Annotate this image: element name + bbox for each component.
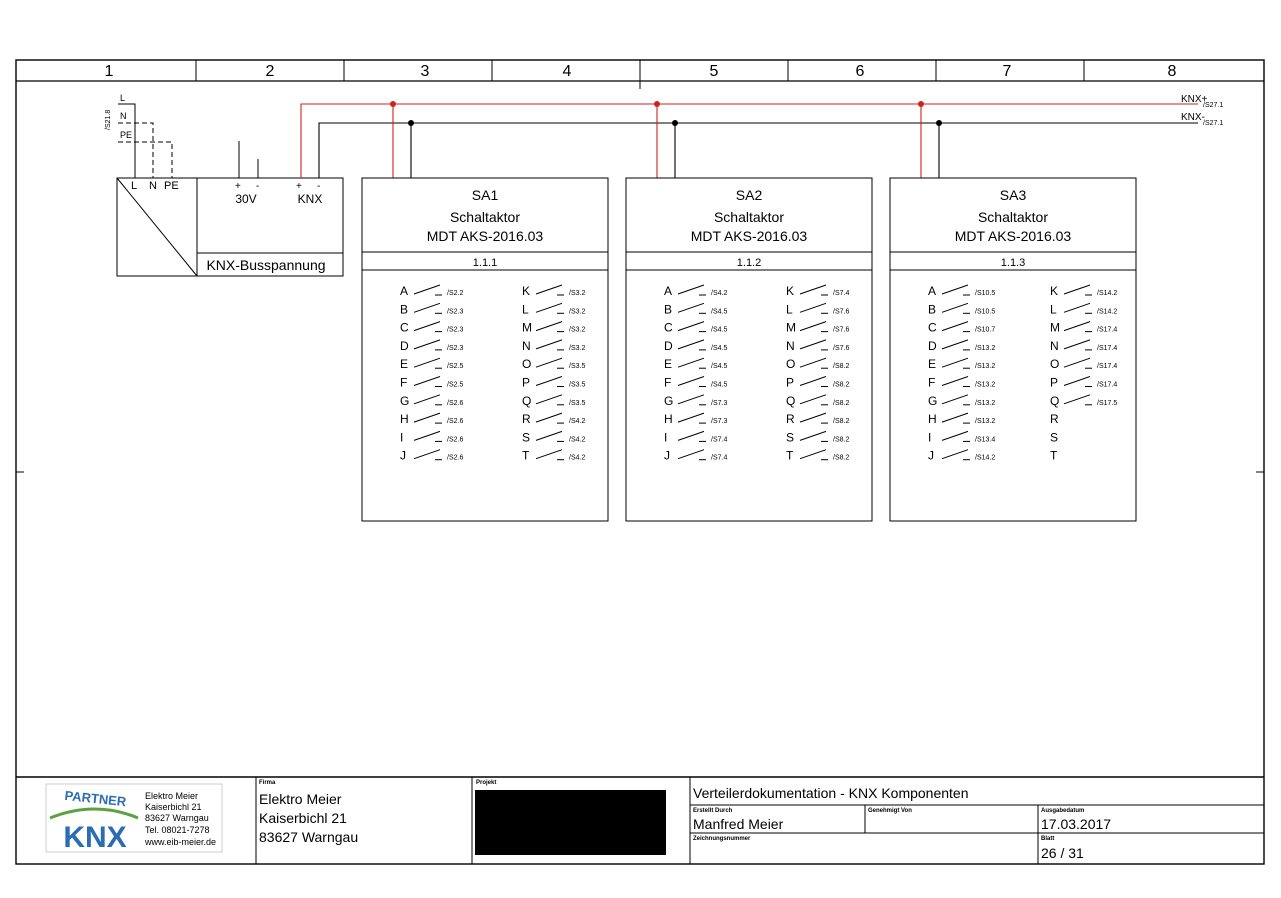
firma-line: 83627 Warngau (259, 829, 359, 845)
channel-ref: /S3.2 (569, 326, 586, 334)
channel-ref: /S17.4 (1097, 381, 1118, 389)
column-number: 7 (1002, 63, 1012, 80)
contact-symbol (942, 377, 968, 386)
contact-symbol (800, 303, 826, 312)
document-title: Verteilerdokumentation - KNX Komponenten (693, 785, 969, 801)
blatt-value: 26 / 31 (1041, 845, 1084, 861)
channel-letter: H (928, 412, 937, 427)
terminal-30v-minus: - (256, 181, 260, 192)
channel-ref: /S4.5 (711, 363, 728, 371)
channel-ref: /S4.2 (711, 290, 728, 297)
channel-letter: J (400, 448, 406, 463)
bus-line-plus (301, 104, 1198, 178)
contact-symbol (414, 340, 440, 349)
contact-symbol (536, 395, 562, 404)
contact-symbol (942, 358, 968, 367)
channel-letter: D (928, 338, 937, 353)
channel-ref: /S2.6 (447, 418, 464, 426)
actuator-model: MDT AKS-2016.03 (954, 228, 1072, 244)
channel-ref: /S2.6 (447, 454, 464, 462)
zeichnung-label: Zeichnungsnummer (693, 836, 751, 842)
channel-ref: /S4.5 (711, 344, 728, 352)
channel-ref: /S7.3 (711, 418, 728, 426)
channel-ref: /S3.2 (569, 308, 586, 316)
channel-ref: /S2.5 (447, 381, 464, 389)
channel-ref: /S3.5 (569, 363, 586, 371)
channel-ref: /S8.2 (833, 381, 850, 389)
knx-bus (301, 94, 1223, 178)
channel-ref: /S7.6 (833, 344, 850, 352)
contact-symbol (536, 322, 562, 331)
projekt-redacted (475, 790, 666, 855)
bus-plus-ref: /S27.1 (1203, 102, 1224, 109)
channel-ref: /S8.2 (833, 399, 850, 407)
blatt-label: Blatt (1041, 836, 1055, 842)
ref-label: /S21.8 (105, 109, 112, 130)
actuator-type: Schaltaktor (713, 209, 785, 225)
contact-symbol (678, 395, 704, 404)
channel-letter: R (1050, 412, 1059, 427)
channel-ref: /S17.4 (1097, 326, 1118, 334)
power-supply (105, 93, 343, 276)
channel-letter: B (400, 302, 409, 317)
channel-letter: G (928, 393, 938, 408)
channel-list (400, 284, 585, 463)
channel-letter: D (664, 338, 673, 353)
channel-letter: T (786, 448, 794, 463)
channel-letter: M (522, 320, 532, 335)
contact-symbol (1064, 395, 1090, 404)
terminal-pe: PE (164, 180, 179, 192)
channel-letter: G (400, 393, 410, 408)
contact-symbol (536, 377, 562, 386)
contact-symbol (800, 377, 826, 386)
channel-letter: Q (1050, 393, 1060, 408)
contact-symbol (536, 340, 562, 349)
terminal-knx-minus: - (317, 181, 321, 192)
channel-ref: /S3.5 (569, 381, 586, 389)
contact-symbol (800, 358, 826, 367)
channel-letter: C (928, 320, 937, 335)
channel-letter: O (786, 357, 796, 372)
contact-symbol (678, 303, 704, 312)
column-number: 3 (420, 63, 430, 80)
column-dividers (16, 60, 1264, 472)
contact-symbol (536, 358, 562, 367)
channel-ref: /S3.5 (569, 399, 586, 407)
channel-ref: /S7.4 (711, 454, 728, 462)
terminal-30v-plus: + (235, 181, 241, 192)
channel-ref: /S13.2 (975, 418, 996, 426)
channel-letter: K (786, 284, 795, 298)
contact-symbol (800, 450, 826, 459)
erstellt-value: Manfred Meier (693, 816, 784, 832)
line-label-pe: PE (120, 130, 133, 140)
channel-letter: F (928, 375, 936, 390)
channel-ref: /S4.2 (569, 454, 586, 462)
channel-letter: G (664, 393, 674, 408)
channel-ref: /S3.2 (569, 290, 586, 297)
contact-symbol (678, 285, 704, 294)
channel-letter: Q (522, 393, 532, 408)
channel-ref: /S3.2 (569, 344, 586, 352)
channel-letter: S (786, 430, 795, 445)
channel-letter: N (522, 338, 531, 353)
actuator-type: Schaltaktor (977, 209, 1049, 225)
actuator-address: 1.1.2 (736, 257, 762, 269)
channel-letter: I (928, 430, 932, 445)
channel-ref: /S2.3 (447, 326, 464, 334)
channel-ref: /S7.6 (833, 326, 850, 334)
channel-ref: /S13.2 (975, 363, 996, 371)
contact-symbol (536, 431, 562, 440)
contact-symbol (800, 285, 826, 294)
channel-letter: O (522, 357, 532, 372)
logo-address-line: Tel. 08021-7278 (145, 825, 210, 835)
contact-symbol (942, 395, 968, 404)
column-number: 4 (562, 63, 572, 80)
actuator-type: Schaltaktor (449, 209, 521, 225)
actuator-model: MDT AKS-2016.03 (426, 228, 544, 244)
channel-letter: A (928, 284, 937, 298)
actuator-sa1 (362, 178, 608, 521)
firma-label: Firma (259, 780, 276, 786)
actuator-name: SA1 (471, 187, 499, 203)
channel-letter: A (400, 284, 409, 298)
erstellt-label: Erstellt Durch (693, 808, 733, 814)
column-number: 1 (104, 63, 114, 80)
contact-symbol (800, 322, 826, 331)
actuator-model: MDT AKS-2016.03 (690, 228, 808, 244)
contact-symbol (536, 413, 562, 422)
channel-letter: K (1050, 284, 1059, 298)
channel-ref: /S7.6 (833, 308, 850, 316)
channel-letter: M (1050, 320, 1060, 335)
logo-address-line: Kaiserbichl 21 (145, 802, 202, 812)
channel-letter: Q (786, 393, 796, 408)
channel-ref: /S13.4 (975, 436, 996, 444)
channel-letter: F (664, 375, 672, 390)
contact-symbol (414, 303, 440, 312)
channel-letter: S (1050, 430, 1059, 445)
channel-list (664, 284, 849, 463)
actuator-name: SA2 (735, 187, 763, 203)
genehmigt-label: Genehmigt Von (868, 808, 912, 814)
logo-address-line: Elektro Meier (145, 791, 199, 801)
contact-symbol (678, 431, 704, 440)
contact-symbol (800, 340, 826, 349)
channel-ref: /S2.6 (447, 436, 464, 444)
channel-ref: /S4.2 (569, 418, 586, 426)
actuator-name: SA3 (999, 187, 1027, 203)
channel-letter: L (1050, 302, 1057, 317)
contact-symbol (414, 358, 440, 367)
column-number: 2 (265, 63, 275, 80)
channel-letter: L (786, 302, 793, 317)
firma-line: Elektro Meier (259, 791, 342, 807)
channel-ref: /S2.3 (447, 308, 464, 316)
contact-symbol (1064, 377, 1090, 386)
channel-letter: T (1050, 448, 1058, 463)
contact-symbol (536, 285, 562, 294)
channel-ref: /S7.4 (833, 290, 850, 297)
channel-ref: /S8.2 (833, 418, 850, 426)
contact-symbol (678, 450, 704, 459)
logo-knx-text: KNX (63, 821, 127, 854)
channel-letter: B (664, 302, 673, 317)
channel-letter: N (1050, 338, 1059, 353)
bus-minus-label: KNX- (1181, 112, 1205, 123)
contact-symbol (678, 377, 704, 386)
channel-letter: S (522, 430, 531, 445)
contact-symbol (414, 450, 440, 459)
logo-swoosh (50, 809, 138, 818)
channel-letter: D (400, 338, 409, 353)
channel-letter: M (786, 320, 796, 335)
column-number: 8 (1167, 63, 1177, 80)
channel-letter: I (400, 430, 404, 445)
contact-symbol (414, 431, 440, 440)
channel-list (928, 284, 1117, 463)
channel-letter: H (664, 412, 673, 427)
logo-partner-text: PARTNER (63, 787, 128, 810)
channel-letter: E (664, 357, 673, 372)
ausgabe-value: 17.03.2017 (1041, 816, 1112, 832)
contact-symbol (800, 395, 826, 404)
contact-symbol (942, 285, 968, 294)
contact-symbol (678, 322, 704, 331)
channel-letter: E (928, 357, 937, 372)
firma-line: Kaiserbichl 21 (259, 810, 347, 826)
contact-symbol (1064, 322, 1090, 331)
actuator-sa2 (626, 178, 872, 521)
contact-symbol (536, 450, 562, 459)
channel-ref: /S8.2 (833, 436, 850, 444)
channel-ref: /S4.5 (711, 326, 728, 334)
logo-address-line: 83627 Warngau (145, 813, 209, 823)
channel-ref: /S4.5 (711, 308, 728, 316)
channel-letter: T (522, 448, 530, 463)
channel-ref: /S14.2 (1097, 290, 1118, 297)
channel-ref: /S4.5 (711, 381, 728, 389)
terminal-l: L (131, 180, 138, 192)
channel-letter: I (664, 430, 668, 445)
contact-symbol (678, 358, 704, 367)
contact-symbol (414, 285, 440, 294)
line-label-n: N (120, 111, 127, 121)
contact-symbol (942, 340, 968, 349)
contact-symbol (1064, 285, 1090, 294)
contact-symbol (536, 303, 562, 312)
contact-symbol (942, 303, 968, 312)
channel-letter: F (400, 375, 408, 390)
channel-ref: /S4.2 (569, 436, 586, 444)
channel-ref: /S8.2 (833, 454, 850, 462)
channel-ref: /S17.4 (1097, 344, 1118, 352)
column-numbers (105, 63, 1177, 80)
channel-letter: P (522, 375, 531, 390)
channel-letter: A (664, 284, 673, 298)
ausgabe-label: Ausgabedatum (1041, 808, 1085, 814)
terminal-n: N (149, 180, 157, 192)
contact-symbol (800, 431, 826, 440)
sheet-frame (16, 60, 1264, 864)
contact-symbol (678, 340, 704, 349)
channel-letter: J (928, 448, 934, 463)
channel-letter: P (786, 375, 795, 390)
channel-letter: C (400, 320, 409, 335)
actuator-address: 1.1.3 (1000, 257, 1026, 269)
channel-ref: /S2.2 (447, 290, 464, 297)
channel-letter: O (1050, 357, 1060, 372)
output-30v-label: 30V (235, 192, 257, 206)
supply-title: KNX-Busspannung (206, 257, 326, 273)
contact-symbol (1064, 340, 1090, 349)
contact-symbol (800, 413, 826, 422)
channel-ref: /S14.2 (1097, 308, 1118, 316)
bus-plus-label: KNX+ (1181, 94, 1208, 105)
channel-ref: /S10.5 (975, 308, 996, 316)
bus-minus-ref: /S27.1 (1203, 120, 1224, 127)
channel-ref: /S7.3 (711, 399, 728, 407)
actuator-address: 1.1.1 (472, 257, 498, 269)
contact-symbol (942, 431, 968, 440)
channel-letter: J (664, 448, 670, 463)
output-knx-label: KNX (297, 192, 323, 206)
contact-symbol (414, 413, 440, 422)
contact-symbol (414, 395, 440, 404)
contact-symbol (678, 413, 704, 422)
channel-ref: /S10.5 (975, 290, 996, 297)
bus-line-minus (319, 123, 1198, 178)
channel-letter: E (400, 357, 409, 372)
channel-letter: K (522, 284, 531, 298)
contact-symbol (942, 413, 968, 422)
channel-ref: /S8.2 (833, 363, 850, 371)
channel-ref: /S13.2 (975, 381, 996, 389)
channel-letter: P (1050, 375, 1059, 390)
contact-symbol (942, 450, 968, 459)
column-number: 6 (855, 63, 865, 80)
channel-letter: L (522, 302, 529, 317)
contact-symbol (414, 377, 440, 386)
channel-ref: /S13.2 (975, 344, 996, 352)
channel-ref: /S13.2 (975, 399, 996, 407)
channel-ref: /S17.4 (1097, 363, 1118, 371)
projekt-label: Projekt (476, 780, 497, 786)
channel-letter: R (522, 412, 531, 427)
channel-letter: H (400, 412, 409, 427)
channel-letter: C (664, 320, 673, 335)
logo-address-line: www.eib-meier.de (145, 837, 217, 847)
channel-ref: /S17.5 (1097, 399, 1118, 407)
title-block (16, 777, 1264, 864)
actuator-sa3 (890, 178, 1136, 521)
contact-symbol (414, 322, 440, 331)
contact-symbol (942, 322, 968, 331)
channel-letter: B (928, 302, 937, 317)
column-number: 5 (709, 63, 719, 80)
channel-ref: /S2.5 (447, 363, 464, 371)
channel-ref: /S10.7 (975, 326, 996, 334)
channel-ref: /S2.6 (447, 399, 464, 407)
channel-ref: /S14.2 (975, 454, 996, 462)
line-label-l: L (120, 93, 126, 103)
contact-symbol (1064, 303, 1090, 312)
contact-symbol (1064, 358, 1090, 367)
channel-letter: R (786, 412, 795, 427)
channel-letter: N (786, 338, 795, 353)
channel-ref: /S7.4 (711, 436, 728, 444)
terminal-knx-plus: + (296, 181, 302, 192)
channel-ref: /S2.3 (447, 344, 464, 352)
